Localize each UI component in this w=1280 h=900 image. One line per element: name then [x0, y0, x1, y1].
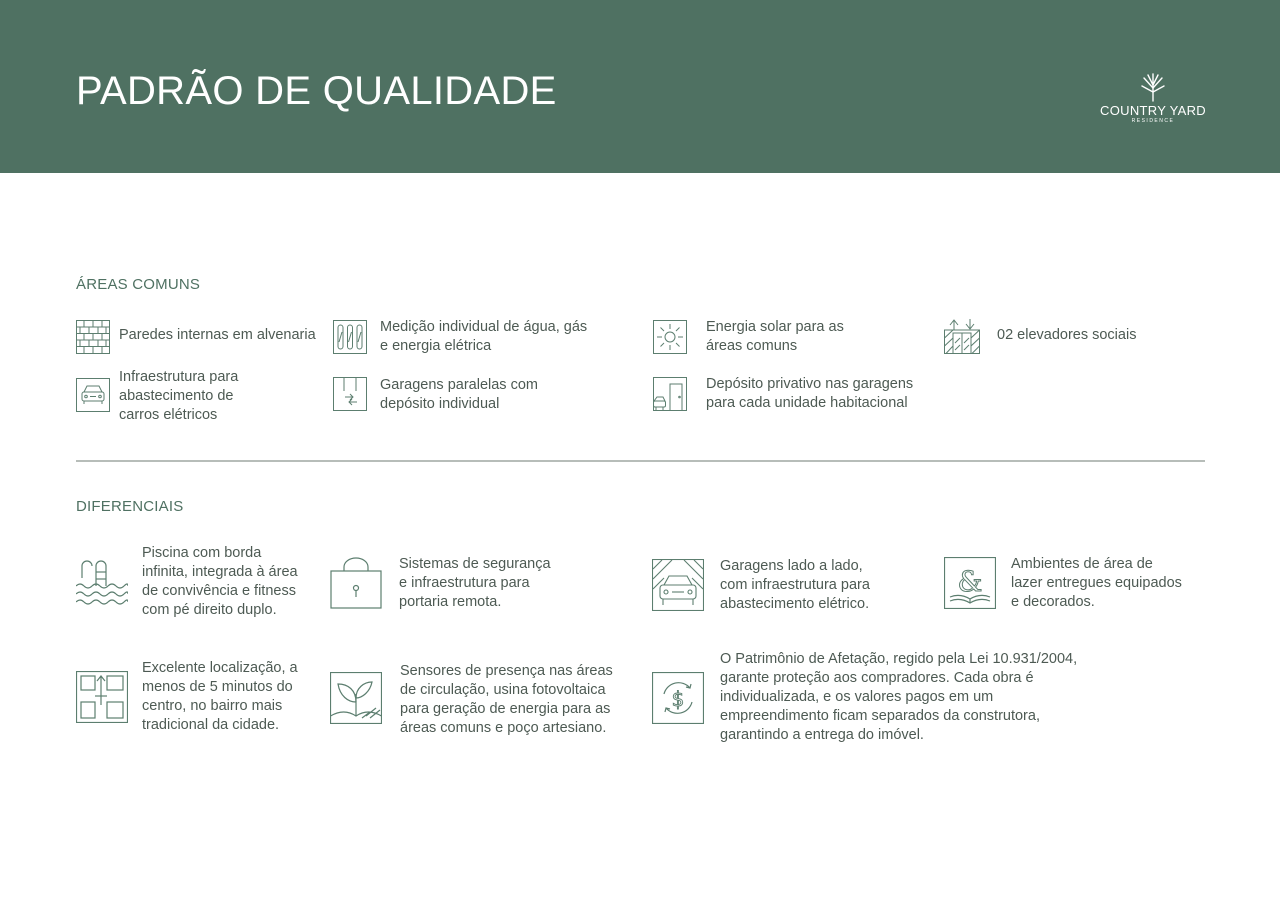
feature-item	[330, 662, 630, 742]
feature-item	[652, 650, 1092, 750]
section-title-diferenciais: DIFERENCIAIS	[76, 498, 184, 515]
feature-label: Energia solar para as áreas comuns	[706, 319, 844, 354]
electric-car-charging-icon	[76, 378, 110, 412]
ampersand-book-icon	[944, 557, 996, 609]
feature-label: Excelente localização, a menos de 5 minutos do centro, no bairro mais tradicional da cidade.	[142, 660, 298, 733]
brick-wall-icon	[76, 320, 110, 354]
location-map-icon	[76, 671, 128, 723]
infinity-pool-icon	[76, 556, 128, 610]
feature-label: Paredes internas em alvenaria	[119, 327, 316, 343]
svg-text:$: $	[671, 687, 685, 711]
feature-label: O Patrimônio de Afetação, regido pela Lei 10.931/2004, garante proteção aos compradores. Cada obra é individualizada, e os valores pagos em um empreendimento ficam separados da construtora, garantindo a entrega do imóvel.	[720, 651, 1078, 743]
feature-item	[652, 557, 912, 617]
feature-label: 02 elevadores sociais	[997, 327, 1137, 343]
section-title-areas-comuns: ÁREAS COMUNS	[76, 276, 201, 293]
feature-item	[76, 659, 316, 739]
feature-label: Infraestrutura para abastecimento de carros elétricos	[119, 369, 239, 423]
feature-item	[76, 544, 316, 624]
side-by-side-garage-icon	[652, 559, 704, 611]
private-storage-icon	[653, 377, 687, 411]
feature-label: Depósito privativo nas garagens para cada unidade habitacional	[706, 376, 914, 411]
feature-label: Garagens paralelas com depósito individual	[380, 377, 538, 412]
feature-label: Piscina com borda infinita, integrada à área de convivência e fitness com pé direito duplo.	[142, 545, 298, 618]
feature-label: Garagens lado a lado, com infraestrutura para abastecimento elétrico.	[720, 558, 870, 612]
security-lock-icon	[330, 557, 382, 609]
logo-subtitle: RESIDENCE	[1131, 118, 1175, 124]
header-banner	[0, 0, 1280, 173]
feature-item	[653, 318, 913, 358]
svg-text:&: &	[957, 565, 983, 598]
dollar-cycle-icon	[652, 672, 704, 724]
feature-label: Sistemas de segurança e infraestrutura para portaria remota.	[399, 556, 551, 610]
solar-energy-icon	[653, 320, 687, 354]
tree-logo-icon	[1138, 72, 1168, 102]
elevator-icon	[944, 318, 980, 354]
feature-item	[333, 318, 633, 358]
feature-item	[944, 555, 1194, 615]
feature-item	[944, 318, 1184, 358]
feature-item	[76, 320, 316, 356]
section-divider	[76, 460, 1205, 462]
meters-icon	[333, 320, 367, 354]
feature-label: Ambientes de área de lazer entregues equipados e decorados.	[1011, 556, 1182, 610]
feature-label: Medição individual de água, gás e energia elétrica	[380, 319, 588, 354]
sustainability-plant-icon	[330, 672, 382, 724]
feature-item	[333, 376, 633, 416]
feature-item	[330, 555, 570, 615]
logo-name: COUNTRY YARD	[1100, 103, 1206, 118]
feature-label: Sensores de presença nas áreas de circulação, usina fotovoltaica para geração de energia para as áreas comuns e poço artesiano.	[400, 663, 613, 736]
brand-logo	[1094, 72, 1212, 132]
feature-item	[76, 368, 316, 426]
page-title: PADRÃO DE QUALIDADE	[76, 69, 557, 113]
parallel-garage-icon	[333, 377, 367, 411]
feature-item	[653, 375, 933, 415]
